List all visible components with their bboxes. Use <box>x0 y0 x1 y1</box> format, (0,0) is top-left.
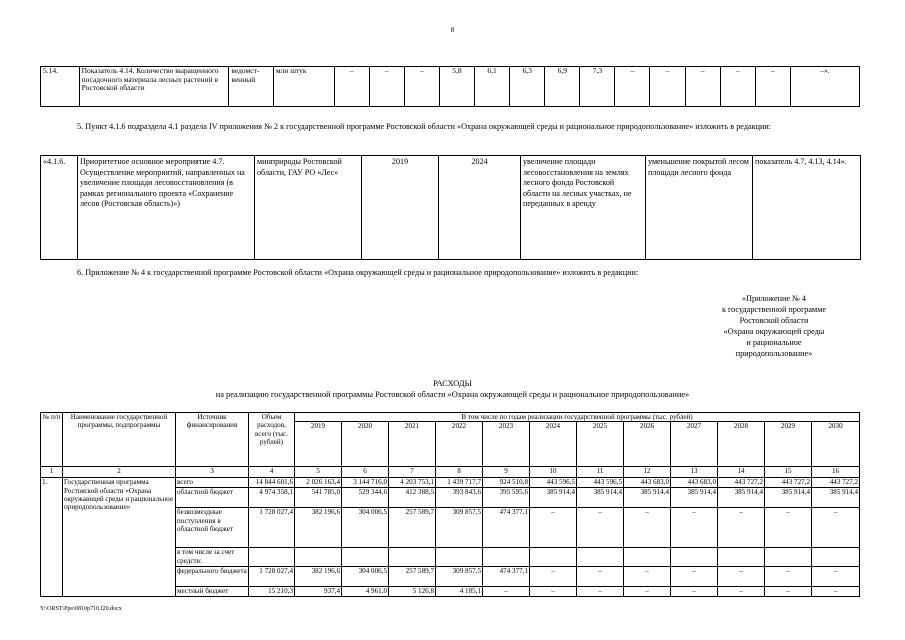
value-cell <box>389 548 436 567</box>
column-number: 16 <box>812 467 860 478</box>
value-cell: 529 344,6 <box>342 488 389 508</box>
year-header: 2019 <box>295 422 342 467</box>
value-cell <box>624 548 671 567</box>
cell: показатель 4.7, 4.13, 4.14». <box>753 156 861 260</box>
value-cell: – <box>530 587 577 597</box>
attachment-line: «Приложение № 4 <box>741 294 807 303</box>
column-number: 4 <box>249 467 295 478</box>
value-cell: – <box>765 587 812 597</box>
cell: – <box>755 67 790 107</box>
column-number: 9 <box>483 467 530 478</box>
column-number-row <box>41 467 860 478</box>
cell: 2019 <box>362 156 439 260</box>
value-cell: 412 388,5 <box>389 488 436 508</box>
value-cell: 443 596,5 <box>530 478 577 488</box>
header-cell: Источник финансирования <box>176 413 249 467</box>
value-cell: 4 203 753,1 <box>389 478 436 488</box>
year-header: 2029 <box>765 422 812 467</box>
column-number: 15 <box>765 467 812 478</box>
program-number: 1. <box>41 478 63 597</box>
year-header: 2030 <box>812 422 860 467</box>
value-cell <box>342 548 389 567</box>
cell: 5,8 <box>439 67 474 107</box>
column-number: 3 <box>176 467 249 478</box>
value-cell <box>765 548 812 567</box>
value-cell: 937,4 <box>295 587 342 597</box>
source-cell: федерального бюджета <box>176 567 249 587</box>
year-header: 2020 <box>342 422 389 467</box>
value-cell: 257 589,7 <box>389 508 436 548</box>
value-cell: – <box>671 508 718 548</box>
value-cell: – <box>812 508 860 548</box>
source-cell: безвозмездные поступления в областной бюджет <box>176 508 249 548</box>
paragraph-6: 6. Приложение № 4 к государственной программе Ростовской области «Охрана окружающей среды и рациональное природопользование» изложить в редакции: <box>77 268 639 277</box>
cell: 6,1 <box>475 67 510 107</box>
header-cell: В том числе по годам реализации государственной программы (тыс. рублей) <box>295 413 860 422</box>
cell: Показатель 4.14. Количество выращенного посадочного материала лесных растений в Ростовской области <box>79 67 229 107</box>
volume-cell: 1 728 027,4 <box>249 567 295 587</box>
value-cell: 382 196,6 <box>295 508 342 548</box>
value-cell: – <box>483 587 530 597</box>
year-header: 2027 <box>671 422 718 467</box>
value-cell: 385 914,4 <box>718 488 765 508</box>
value-cell <box>718 548 765 567</box>
year-header: 2024 <box>530 422 577 467</box>
value-cell: 443 727,2 <box>718 478 765 488</box>
value-cell: 309 857,5 <box>436 567 483 587</box>
value-cell: – <box>577 567 624 587</box>
heading-title: РАСХОДЫ <box>433 379 472 388</box>
column-number: 12 <box>624 467 671 478</box>
value-cell: 5 126,8 <box>389 587 436 597</box>
table-row <box>41 156 861 260</box>
value-cell: 1 439 717,7 <box>436 478 483 488</box>
value-cell: – <box>718 508 765 548</box>
header-cell: № п/п <box>41 413 63 467</box>
page-number: 8 <box>450 26 455 34</box>
cell: уменьшение покрытой лесом площади лесного фонда <box>646 156 753 260</box>
column-number: 8 <box>436 467 483 478</box>
volume-cell: 4 974 358,1 <box>249 488 295 508</box>
value-cell: – <box>718 587 765 597</box>
value-cell: 4 961,0 <box>342 587 389 597</box>
heading-subtitle: на реализацию государственной программы Ростовской области «Охрана окружающей среды и рациональное природопользование» <box>215 390 690 399</box>
expenses-table <box>40 412 860 597</box>
value-cell: 443 596,5 <box>577 478 624 488</box>
cell: минприроды Ростовской области, ГАУ РО «Лес» <box>255 156 362 260</box>
volume-cell: 15 210,3 <box>249 587 295 597</box>
value-cell: 385 914,4 <box>671 488 718 508</box>
value-cell: 443 727,2 <box>765 478 812 488</box>
value-cell: – <box>671 587 718 597</box>
file-path-footer: Y:\ORST\Ppo\0810p710.f20.docx <box>40 606 122 612</box>
cell: Приоритетное основное мероприятие 4.7. Осуществление мероприятий, направленных на увеличение площади лесовосстановления (в рамках регионального проекта «Сохранение лесов (Ростовская область)») <box>78 156 255 260</box>
paragraph-5: 5. Пункт 4.1.6 подраздела 4.1 раздела IV приложения № 2 к государственной программе Ростовской области «Охрана окружающей среды и рациональное природопользование» изложить в редакции: <box>77 122 772 131</box>
cell: – <box>650 67 685 107</box>
header-cell: Наименование государственной программы, подпрограммы <box>63 413 176 467</box>
value-cell: 309 857,5 <box>436 508 483 548</box>
value-cell: – <box>577 508 624 548</box>
column-number: 1 <box>41 467 63 478</box>
value-cell <box>577 548 624 567</box>
value-cell: – <box>765 508 812 548</box>
value-cell: – <box>812 587 860 597</box>
value-cell: 474 377,1 <box>483 508 530 548</box>
header-row <box>41 413 860 422</box>
value-cell: 474 377,1 <box>483 567 530 587</box>
column-number: 5 <box>295 467 342 478</box>
value-cell: – <box>624 508 671 548</box>
year-header: 2028 <box>718 422 765 467</box>
cell: увеличение площади лесовосстановления на землях лесного фонда Ростовской области на лесных участках, не переданных в аренду <box>521 156 646 260</box>
cell: 6,3 <box>510 67 545 107</box>
cell: –». <box>790 67 859 107</box>
value-cell <box>530 548 577 567</box>
year-header: 2021 <box>389 422 436 467</box>
cell: 5.14. <box>41 67 80 107</box>
attachment-line: природопользование» <box>735 349 813 358</box>
year-header: 2026 <box>624 422 671 467</box>
table-row <box>41 67 860 107</box>
value-cell: – <box>530 508 577 548</box>
value-cell: 2 026 163,4 <box>295 478 342 488</box>
column-number: 2 <box>63 467 176 478</box>
attachment-line: и рациональное <box>746 338 802 347</box>
header-cell: Объем расходов, всего (тыс. рублей) <box>249 413 295 467</box>
source-cell: местный бюджет <box>176 587 249 597</box>
column-number: 6 <box>342 467 389 478</box>
value-cell: 385 914,4 <box>577 488 624 508</box>
cell: – <box>615 67 650 107</box>
activity-table <box>40 155 861 260</box>
value-cell: 304 006,5 <box>342 508 389 548</box>
cell: 2024 <box>439 156 521 260</box>
value-cell <box>812 548 860 567</box>
year-header: 2023 <box>483 422 530 467</box>
value-cell: – <box>624 567 671 587</box>
value-cell: – <box>671 567 718 587</box>
section-heading <box>0 378 905 400</box>
indicator-table <box>40 66 860 107</box>
value-cell <box>295 548 342 567</box>
cell: 7,3 <box>580 67 615 107</box>
value-cell: – <box>812 567 860 587</box>
attachment-line: «Охрана окружающей среды <box>723 327 825 336</box>
attachment-line: к государственной программе <box>721 305 827 314</box>
column-number: 7 <box>389 467 436 478</box>
year-header: 2022 <box>436 422 483 467</box>
volume-cell: 14 844 601,6 <box>249 478 295 488</box>
value-cell: – <box>765 567 812 587</box>
value-cell <box>436 548 483 567</box>
value-cell: 443 727,2 <box>812 478 860 488</box>
value-cell: 924 510,8 <box>483 478 530 488</box>
value-cell: 395 595,6 <box>483 488 530 508</box>
cell: – <box>404 67 439 107</box>
value-cell: 385 914,4 <box>624 488 671 508</box>
value-cell: 385 914,4 <box>765 488 812 508</box>
value-cell: – <box>577 587 624 597</box>
source-cell: в том числе за счет средств: <box>176 548 249 567</box>
value-cell: 385 914,4 <box>812 488 860 508</box>
cell: – <box>685 67 720 107</box>
value-cell <box>483 548 530 567</box>
value-cell: 382 196,6 <box>295 567 342 587</box>
cell: 6,9 <box>545 67 580 107</box>
value-cell: 257 589,7 <box>389 567 436 587</box>
table-row <box>41 478 860 488</box>
program-name: Государственная программа Ростовской области «Охрана окружающей среды и рациональное природопользование» <box>63 478 176 597</box>
value-cell: 3 144 716,0 <box>342 478 389 488</box>
cell: «4.1.6. <box>41 156 78 260</box>
cell: – <box>720 67 755 107</box>
value-cell: 385 914,4 <box>530 488 577 508</box>
cell: – <box>369 67 404 107</box>
source-cell: всего <box>176 478 249 488</box>
attachment-caption <box>689 293 859 359</box>
value-cell <box>671 548 718 567</box>
cell: ведомст-венный <box>229 67 273 107</box>
source-cell: областной бюджет <box>176 488 249 508</box>
column-number: 10 <box>530 467 577 478</box>
value-cell: 443 683,0 <box>671 478 718 488</box>
value-cell: – <box>718 567 765 587</box>
value-cell: – <box>624 587 671 597</box>
cell: – <box>334 67 369 107</box>
column-number: 13 <box>671 467 718 478</box>
value-cell: 443 683,0 <box>624 478 671 488</box>
value-cell: 393 843,6 <box>436 488 483 508</box>
volume-cell: 1 728 027,4 <box>249 508 295 548</box>
column-number: 14 <box>718 467 765 478</box>
cell: млн штук <box>273 67 334 107</box>
column-number: 11 <box>577 467 624 478</box>
volume-cell <box>249 548 295 567</box>
value-cell: 541 785,0 <box>295 488 342 508</box>
attachment-line: Ростовской области <box>739 316 809 325</box>
value-cell: 4 185,1 <box>436 587 483 597</box>
value-cell: 304 006,5 <box>342 567 389 587</box>
value-cell: – <box>530 567 577 587</box>
year-header: 2025 <box>577 422 624 467</box>
